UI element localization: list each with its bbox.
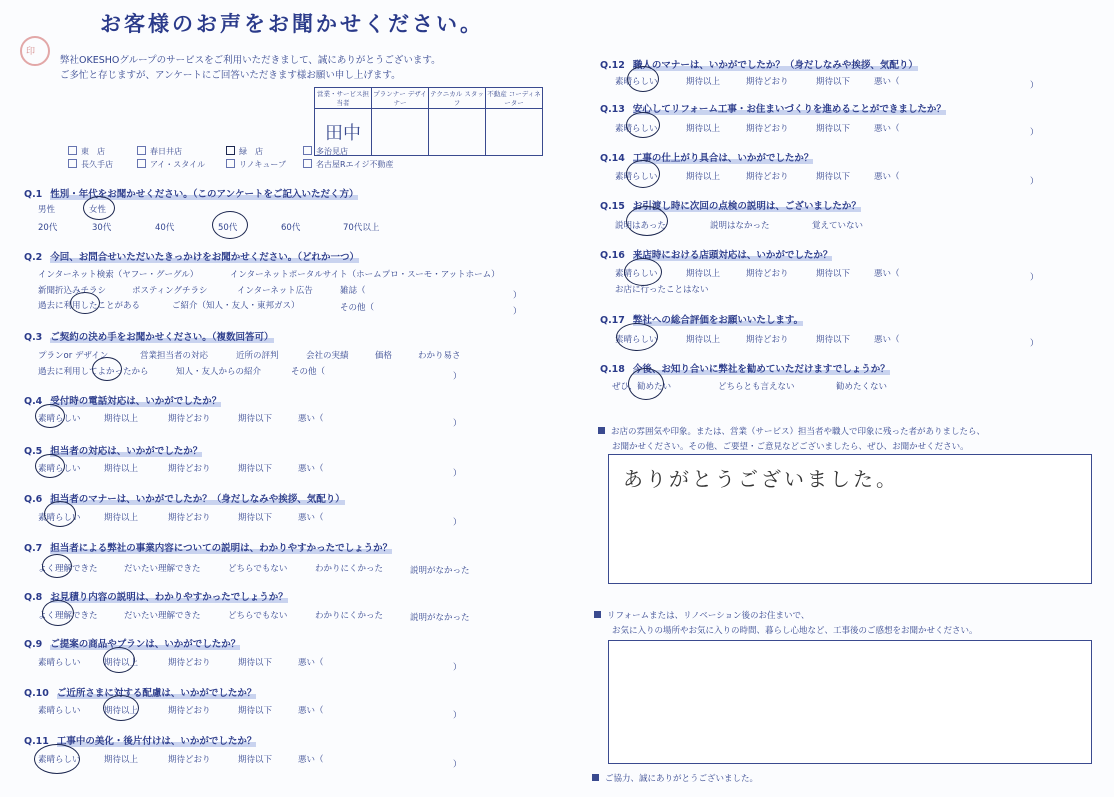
selection-circle	[34, 744, 80, 774]
option[interactable]: 素晴らしい	[38, 658, 81, 668]
option-selected[interactable]: 素晴らしい	[615, 124, 658, 134]
option-selected[interactable]: ぜひ、勧めたい	[612, 382, 672, 392]
paren-close: ）	[453, 663, 462, 673]
question-q7: Q.7 担当者による弊社の事業内容についての説明は、わかりやすかったでしょうか？	[24, 543, 393, 554]
option-selected[interactable]: 期待以上	[104, 706, 139, 716]
question-q9: Q.9 ご提案の商品やプランは、いかがでしたか？	[24, 639, 241, 650]
option[interactable]: 悪い（	[298, 513, 324, 523]
option[interactable]: 悪い（	[298, 658, 324, 668]
option[interactable]: 悪い（	[298, 414, 324, 424]
option[interactable]: 20代	[38, 223, 58, 233]
checkbox-icon	[303, 146, 312, 155]
paren-close: ）	[453, 469, 462, 479]
footer-thanks: ご協力、誠にありがとうございました。	[592, 772, 758, 784]
option[interactable]: 期待どおり	[168, 658, 211, 668]
option-selected[interactable]: 期待以上	[104, 658, 139, 668]
checkbox-icon	[68, 146, 77, 155]
staff-realestate-cell[interactable]	[486, 109, 543, 156]
paren-close: ）	[453, 372, 462, 382]
option[interactable]: 男性	[38, 205, 56, 215]
paren-close: ）	[513, 291, 522, 301]
selection-circle	[103, 647, 135, 673]
option-selected[interactable]: 素晴らしい	[38, 755, 81, 765]
store-option[interactable]: 多治見店	[303, 146, 348, 157]
option[interactable]: 期待どおり	[746, 335, 789, 345]
staff-sales-name[interactable]: 田中	[315, 109, 372, 156]
option-selected[interactable]: 素晴らしい	[38, 414, 81, 424]
store-option[interactable]: 長久手店	[68, 159, 113, 170]
option[interactable]: 期待どおり	[746, 172, 789, 182]
option[interactable]: 覚えていない	[812, 221, 864, 231]
staff-header: 不動産 コーディネーター	[486, 88, 543, 109]
option[interactable]: どちらでもない	[228, 564, 288, 574]
option[interactable]: 期待以下	[238, 706, 273, 716]
company-stamp	[20, 36, 50, 66]
option[interactable]: 期待以下	[238, 513, 273, 523]
comment1-label: お店の雰囲気や印象。または、営業（サービス）担当者や職人で印象に残った者がありましたら、	[598, 425, 985, 437]
option[interactable]: 期待以上	[104, 464, 139, 474]
option-selected[interactable]: 過去に利用したことがある	[38, 301, 141, 311]
comment2-box[interactable]	[608, 640, 1092, 764]
question-q12: Q.12 職人のマナーは、いかがでしたか？（身だしなみや挨拶、気配り）	[600, 60, 918, 71]
option[interactable]: 期待以上	[686, 269, 721, 279]
selection-circle	[616, 323, 658, 351]
option[interactable]: プランor デザイン	[38, 351, 109, 361]
option[interactable]: 期待以下	[816, 269, 851, 279]
option[interactable]: 勧めたくない	[836, 382, 888, 392]
checkbox-icon	[68, 159, 77, 168]
option[interactable]: 近所の評判	[236, 351, 279, 361]
store-option[interactable]: 東 店	[68, 146, 105, 157]
option[interactable]: 期待以上	[686, 335, 721, 345]
selection-circle	[70, 292, 100, 314]
option[interactable]: 期待以上	[686, 124, 721, 134]
option[interactable]: 知人・友人からの紹介	[176, 367, 262, 377]
option[interactable]: その他（	[291, 367, 326, 377]
question-q15: Q.15 お引渡し時に次回の点検の説明は、ございましたか？	[600, 201, 861, 212]
question-q1: Q.1 性別・年代をお聞かせください。（このアンケートをご記入いただく方）	[24, 189, 359, 200]
option[interactable]: 新聞折込みチラシ	[38, 286, 107, 296]
selection-circle	[103, 695, 139, 721]
option[interactable]: わかりにくかった	[315, 564, 384, 574]
option-selected[interactable]: 女性	[89, 205, 107, 215]
option[interactable]: 40代	[155, 223, 175, 233]
staff-header: プランナー デザイナー	[372, 88, 429, 109]
question-q3: Q.3 ご契約の決め手をお聞かせください。（複数回答可）	[24, 332, 274, 343]
option[interactable]: 期待どおり	[746, 77, 789, 87]
option[interactable]: インターネット広告	[237, 286, 313, 296]
option[interactable]: 期待以下	[816, 335, 851, 345]
option[interactable]: 期待以下	[816, 172, 851, 182]
selection-circle	[35, 454, 65, 478]
store-option[interactable]: 春日井店	[137, 146, 182, 157]
option[interactable]: 悪い（	[298, 706, 324, 716]
option-selected[interactable]: 素晴らしい	[615, 269, 658, 279]
option[interactable]: 悪い（	[298, 464, 324, 474]
option[interactable]: 説明がなかった	[410, 566, 470, 576]
option[interactable]: 悪い（	[874, 172, 900, 182]
option[interactable]: 説明がなかった	[410, 613, 470, 623]
staff-technical-cell[interactable]	[429, 109, 486, 156]
paren-close: ）	[453, 419, 462, 429]
question-q5: Q.5 担当者の対応は、いかがでしたか？	[24, 446, 203, 457]
option[interactable]: 期待どおり	[168, 513, 211, 523]
option[interactable]: 期待どおり	[746, 124, 789, 134]
paren-close: ）	[1030, 128, 1039, 138]
option[interactable]: 説明はなかった	[710, 221, 770, 231]
option[interactable]: 期待どおり	[746, 269, 789, 279]
paren-close: ）	[1030, 339, 1039, 349]
option[interactable]: 期待以下	[238, 414, 273, 424]
option[interactable]: 期待どおり	[168, 464, 211, 474]
question-q14: Q.14 工事の仕上がり具合は、いかがでしたか？	[600, 153, 814, 164]
option[interactable]: 素晴らしい	[38, 706, 81, 716]
option[interactable]: 期待どおり	[168, 706, 211, 716]
option[interactable]: 期待以下	[238, 755, 273, 765]
option-selected[interactable]: よく理解できた	[38, 564, 98, 574]
store-option[interactable]: 名古屋Rエイジ不動産	[303, 159, 394, 170]
question-q17: Q.17 弊社への総合評価をお願いいたします。	[600, 315, 804, 326]
option[interactable]: 30代	[92, 223, 112, 233]
paren-close: ）	[1030, 273, 1039, 283]
option-selected[interactable]: 素晴らしい	[38, 464, 81, 474]
intro-line-1: 弊社OKESHOグループのサービスをご利用いただきまして、誠にありがとうございます。	[60, 55, 441, 66]
option[interactable]: ご紹介（知人・友人・東邦ガス）	[172, 301, 300, 311]
paren-close: ）	[453, 518, 462, 528]
store-option[interactable]: アイ・スタイル	[137, 159, 205, 170]
staff-header: 営業・サービス担当者	[315, 88, 372, 109]
staff-header: テクニカル スタッフ	[429, 88, 486, 109]
option-selected[interactable]: よく理解できた	[38, 611, 98, 621]
selection-circle	[628, 368, 664, 400]
option[interactable]: どちらとも言えない	[718, 382, 795, 392]
option-selected[interactable]: 過去に利用してよかったから	[38, 367, 149, 377]
selection-circle	[42, 600, 74, 626]
selection-circle	[35, 404, 65, 428]
option[interactable]: その他（	[340, 303, 375, 313]
option[interactable]: 期待以上	[104, 513, 139, 523]
option[interactable]: 雑誌（	[340, 286, 366, 296]
paren-close: ）	[1030, 81, 1039, 91]
selection-circle	[83, 196, 115, 220]
option-selected[interactable]: 50代	[218, 223, 238, 233]
comment1-box[interactable]	[608, 454, 1092, 584]
staff-planner-cell[interactable]	[372, 109, 429, 156]
selection-circle	[44, 501, 76, 527]
option[interactable]: 期待以下	[238, 464, 273, 474]
option[interactable]: 悪い（	[874, 335, 900, 345]
option[interactable]: 70代以上	[343, 223, 380, 233]
option[interactable]: どちらでもない	[228, 611, 288, 621]
question-q13: Q.13 安心してリフォーム工事・お住まいづくりを進めることができましたか？	[600, 104, 946, 115]
option-selected[interactable]: 素晴らしい	[615, 172, 658, 182]
selection-circle	[42, 554, 72, 578]
paren-close: ）	[1030, 177, 1039, 187]
comment2-label: リフォームまたは、リノベーション後のお住まいで、	[594, 609, 809, 621]
comment2-label-2: お気に入りの場所やお気に入りの時間、暮らし心地など、工事後のご感想をお聞かせください。	[612, 626, 978, 636]
option[interactable]: 期待どおり	[168, 755, 211, 765]
option[interactable]: ポスティングチラシ	[132, 286, 208, 296]
paren-close: ）	[453, 760, 462, 770]
selection-circle	[624, 258, 662, 286]
checkbox-icon	[303, 159, 312, 168]
selection-circle	[212, 211, 248, 239]
option[interactable]: 悪い（	[874, 77, 900, 87]
option-selected[interactable]: 素晴らしい	[615, 335, 658, 345]
option[interactable]: 期待以上	[686, 77, 721, 87]
question-q11: Q.11 工事中の美化・後片付けは、いかがでしたか？	[24, 736, 257, 747]
option[interactable]: わかり易さ	[418, 351, 461, 361]
option[interactable]: 60代	[281, 223, 301, 233]
question-q10: Q.10 ご近所さまに対する配慮は、いかがでしたか？	[24, 688, 257, 699]
paren-close: ）	[513, 307, 522, 317]
question-q2: Q.2 今回、お問合せいただいたきっかけをお聞かせください。（どれか一つ）	[24, 252, 360, 263]
selection-circle	[626, 160, 660, 188]
store-option-checked[interactable]: 緑 店	[226, 146, 263, 157]
option-selected[interactable]: 素晴らしい	[38, 513, 81, 523]
option[interactable]: 期待以下	[816, 77, 851, 87]
option[interactable]: お店に行ったことはない	[615, 285, 709, 295]
checkbox-icon	[226, 159, 235, 168]
selection-circle	[626, 112, 660, 138]
option[interactable]: 価格	[375, 351, 393, 361]
option[interactable]: 期待以上	[104, 414, 139, 424]
staff-table	[314, 87, 543, 156]
stamp-text: 印	[26, 47, 36, 57]
option[interactable]: 営業担当者の対応	[140, 351, 209, 361]
option[interactable]: インターネット検索（ヤフー・グーグル）	[38, 270, 199, 280]
option[interactable]: 悪い（	[298, 755, 324, 765]
option[interactable]: 悪い（	[874, 269, 900, 279]
option[interactable]: 会社の実績	[306, 351, 349, 361]
store-option[interactable]: リノキューブ	[226, 159, 286, 170]
option-selected[interactable]: 素晴らしい	[615, 77, 658, 87]
option[interactable]: だいたい理解できた	[124, 611, 201, 621]
selection-circle	[627, 66, 659, 92]
checkbox-icon	[137, 146, 146, 155]
question-q4: Q.4 受付時の電話対応は、いかがでしたか？	[24, 396, 222, 407]
option[interactable]: だいたい理解できた	[124, 564, 201, 574]
intro-line-2: ご多忙と存じますが、アンケートにご回答いただきます様お願い申し上げます。	[60, 70, 401, 81]
comment1-label-2: お聞かせください。その他、ご要望・ご意見などございましたら、ぜひ、お聞かせください。	[612, 442, 969, 452]
option[interactable]: 期待以下	[816, 124, 851, 134]
question-q6: Q.6 担当者のマナーは、いかがでしたか？（身だしなみや挨拶、気配り）	[24, 494, 345, 505]
selection-circle	[626, 206, 668, 236]
comment1-answer: ありがとうございました。	[623, 467, 899, 491]
option[interactable]: インターネットポータルサイト（ホームプロ・スーモ・アットホーム）	[230, 270, 500, 280]
checkbox-icon	[137, 159, 146, 168]
checked-box-icon	[226, 146, 235, 155]
question-q8: Q.8 お見積り内容の説明は、わかりやすかったでしょうか？	[24, 592, 288, 603]
page-title: お客様のお声をお聞かせください。	[100, 12, 484, 36]
option[interactable]: 期待以上	[104, 755, 139, 765]
selection-circle	[92, 357, 122, 381]
question-q16: Q.16 来店時における店頭対応は、いかがでしたか？	[600, 250, 833, 261]
option[interactable]: 期待どおり	[168, 414, 211, 424]
option[interactable]: 期待以下	[238, 658, 273, 668]
square-bullet-icon	[594, 611, 601, 618]
option[interactable]: 悪い（	[874, 124, 900, 134]
option[interactable]: わかりにくかった	[315, 611, 384, 621]
question-q18: Q.18 今後、お知り合いに弊社を勧めていただけますでしょうか？	[600, 364, 890, 375]
option[interactable]: 期待以上	[686, 172, 721, 182]
square-bullet-icon	[598, 427, 605, 434]
option-selected[interactable]: 説明はあった	[615, 221, 666, 231]
paren-close: ）	[453, 711, 462, 721]
square-bullet-icon	[592, 774, 599, 781]
